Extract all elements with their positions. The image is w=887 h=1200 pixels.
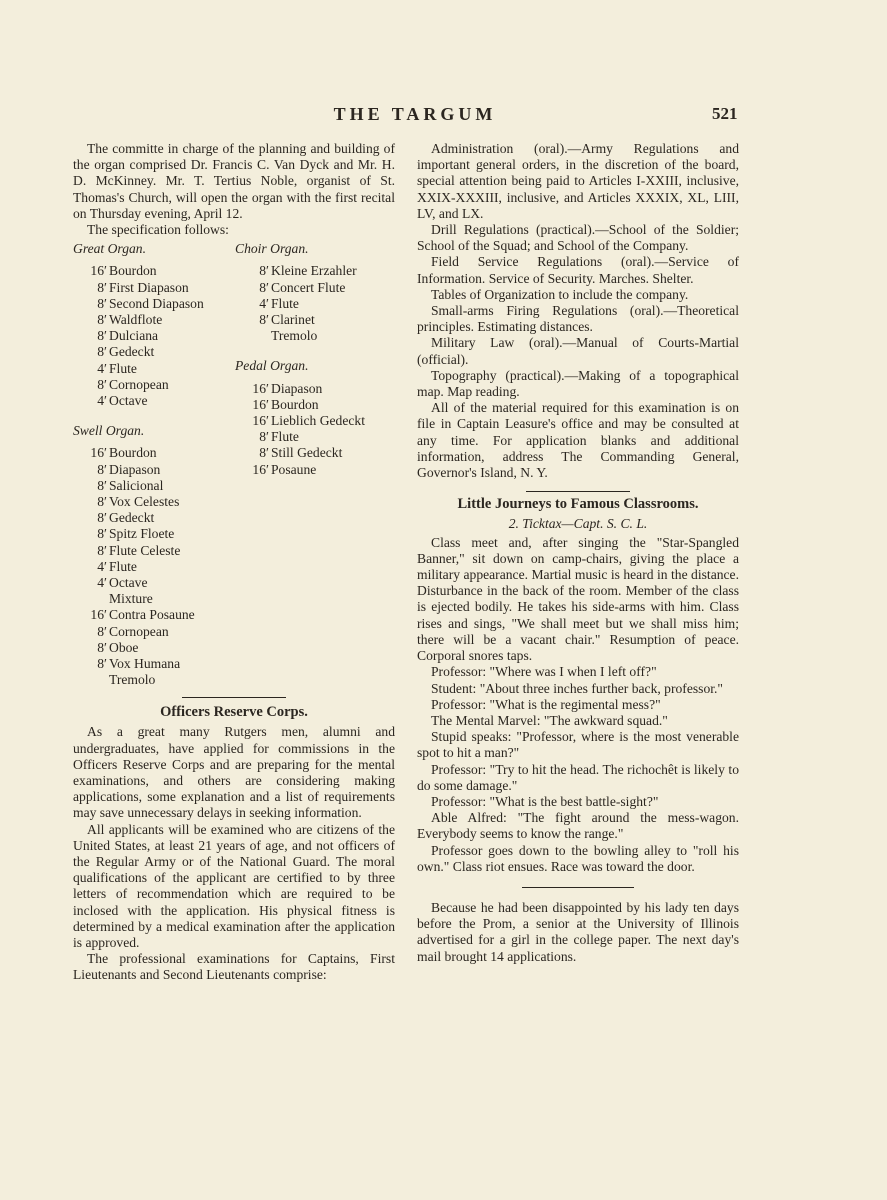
stop-pitch: 4′ [97, 393, 107, 409]
stop-name: Cornopean [109, 623, 169, 639]
great-organ-stop [73, 263, 233, 279]
left-column [73, 141, 395, 984]
pedal-organ-stop [235, 429, 395, 445]
swell-organ-stop [73, 543, 233, 559]
stop-name: Gedeckt [109, 510, 155, 526]
stop-pitch: 16′ [252, 413, 269, 429]
stop-name: Flute [271, 429, 299, 445]
journeys-paragraph: Professor: "Where was I when I left off?" [431, 664, 657, 680]
swell-organ-stop [73, 607, 233, 623]
organ-specification [73, 241, 395, 689]
stop-name: Bourdon [109, 445, 157, 461]
spec-right-group [235, 241, 395, 478]
great-organ-stop [73, 344, 233, 360]
stop-name: Bourdon [109, 263, 157, 279]
swell-organ-stop [73, 510, 233, 526]
stop-name: Posaune [271, 461, 317, 477]
exam-paragraph: Small-arms Firing Regulations (oral).—Theoretical principles. Estimating distances. [417, 303, 739, 335]
stop-name: Oboe [109, 639, 139, 655]
stop-name: Spitz Floete [109, 526, 175, 542]
journeys-paragraph: Professor: "What is the regimental mess?" [431, 696, 661, 712]
pedal-organ-stop [235, 445, 395, 461]
pedal-organ-stop [235, 381, 395, 397]
swell-organ-stop [73, 478, 233, 494]
great-organ-stop [73, 393, 233, 409]
stop-pitch: 8′ [259, 279, 269, 295]
pedal-organ-stop [235, 462, 395, 478]
page-number: 521 [712, 104, 738, 123]
stop-pitch: 16′ [90, 263, 107, 279]
swell-organ-stops [73, 445, 233, 688]
choir-organ-stop [235, 263, 395, 279]
stop-name: Salicional [109, 477, 164, 493]
stop-name: Flute Celeste [109, 542, 181, 558]
section-divider [526, 491, 630, 492]
stop-name: Clarinet [271, 312, 315, 328]
swell-organ-stop [73, 656, 233, 672]
stop-name: Waldflote [109, 312, 163, 328]
pedal-organ-title: Pedal Organ. [235, 358, 309, 374]
stop-name: Gedeckt [109, 344, 155, 360]
stop-pitch: 8′ [259, 263, 269, 279]
swell-organ-stop [73, 591, 233, 607]
intro-paragraph: The committe in charge of the planning and building of the organ comprised Dr. Francis C. Van Dyck and Mr. H. D. McKinney. Mr. T. Tertius Noble, organist of St. Thomas's Church, will open the organ with the first recital on Thursday evening, April 12. [73, 141, 395, 221]
stop-pitch: 8′ [97, 461, 107, 477]
stop-name: Vox Humana [109, 656, 181, 672]
great-organ-stop [73, 377, 233, 393]
journeys-section-title: Little Journeys to Famous Classrooms. [457, 496, 699, 513]
stop-pitch: 4′ [97, 558, 107, 574]
stop-name: Bourdon [271, 396, 319, 412]
stop-name: Diapason [271, 380, 323, 396]
stop-name: Still Gedeckt [271, 445, 343, 461]
great-organ-title: Great Organ. [73, 241, 146, 257]
stop-pitch: 8′ [97, 542, 107, 558]
exam-paragraph: Tables of Organization to include the company. [431, 286, 689, 302]
swell-organ-stop [73, 526, 233, 542]
journeys-paragraph: Stupid speaks: "Professor, where is the most venerable spot to hit a man?" [417, 729, 739, 761]
great-organ-stop [73, 296, 233, 312]
stop-pitch: 8′ [259, 312, 269, 328]
journeys-paragraph: Class meet and, after singing the "Star-Spangled Banner," sit down on camp-chairs, giving the place a military appearance. Martial music is heard in the distance. Disturbance in the back of the room. Member of the class is ejected bodily. He takes his side-arms with him. Class rises and sings, "We shall meet but we shall miss him; there will be a vacant chair." Resumption of peace. Corporal snores taps. [417, 534, 739, 664]
stop-pitch: 16′ [252, 461, 269, 477]
great-organ-stop [73, 328, 233, 344]
stop-name: First Diapason [109, 279, 189, 295]
exam-paragraph: Field Service Regulations (oral).—Service of Information. Service of Security. Marches. Shelter. [417, 254, 739, 286]
officers-paragraph: All applicants will be examined who are citizens of the United States, at least 21 years of age, and not officers of the Regular Army or of the National Guard. The moral qualifications of the applicant are certified to by three letters of recommendation which are required to be inclosed with the application. His physical fitness is determined by a medical examination after the application is approved. [73, 821, 395, 951]
swell-organ-title: Swell Organ. [73, 423, 145, 439]
stop-pitch: 8′ [97, 295, 107, 311]
journeys-paragraph: Student: "About three inches further back, professor." [431, 680, 723, 696]
stop-name: Lieblich Gedeckt [271, 413, 365, 429]
stop-pitch: 8′ [259, 445, 269, 461]
swell-organ-stop [73, 624, 233, 640]
stop-name: Contra Posaune [109, 607, 195, 623]
stop-pitch: 16′ [252, 380, 269, 396]
great-organ-stop [73, 312, 233, 328]
exam-paragraph: Administration (oral).—Army Regulations and important general orders, in the discretion of the board, special attention being paid to Articles I-XXIII, inclusive, XXIX-XXXIII, inclusive, and Articles XXXIX, XL, LIII, LV, and LX. [417, 141, 739, 221]
section-divider [182, 697, 286, 698]
closing-paragraph: Because he had been disappointed by his lady ten days before the Prom, a senior at the University of Illinois advertised for a girl in the college paper. The next day's mail brought 14 applications. [417, 899, 739, 964]
swell-organ-stop [73, 445, 233, 461]
stop-name: Tremolo [271, 328, 318, 344]
exam-paragraph: All of the material required for this examination is on file in Captain Leasure's office and may be consulted at any time. For application blanks and additional information, address The Commanding General, Governor's Island, N. Y. [417, 400, 739, 481]
swell-organ-stop [73, 462, 233, 478]
swell-organ-stop [73, 559, 233, 575]
exam-paragraph: Topography (practical).—Making of a topographical map. Map reading. [417, 367, 739, 400]
stop-pitch: 8′ [97, 477, 107, 493]
stop-pitch: 8′ [97, 279, 107, 295]
officers-paragraph: As a great many Rutgers men, alumni and undergraduates, have applied for commissions in the Officers Reserve Corps and are preparing for the mental examinations, and others are considering making applications, some explanation and a list of requirements may save unnecessary delays in seeking information. [73, 724, 395, 821]
stop-name: Octave [109, 393, 148, 409]
stop-name: Second Diapason [109, 295, 204, 311]
stop-name: Flute [109, 360, 137, 376]
stop-name: Concert Flute [271, 279, 346, 295]
journeys-paragraph: The Mental Marvel: "The awkward squad." [431, 712, 668, 728]
journeys-subtitle: 2. Ticktax—Capt. S. C. L. [508, 516, 648, 532]
swell-organ-stop [73, 494, 233, 510]
pedal-organ-stops [235, 381, 395, 478]
stop-name: Flute [271, 295, 299, 311]
stop-name: Vox Celestes [109, 494, 180, 510]
stop-pitch: 8′ [97, 344, 107, 360]
pedal-organ-stop [235, 413, 395, 429]
section-divider [522, 887, 634, 888]
spec-left-group [73, 241, 233, 688]
great-organ-stops [73, 263, 233, 409]
exam-paragraph: Military Law (oral).—Manual of Courts-Martial (official). [417, 335, 739, 367]
right-column [417, 141, 739, 965]
journeys-paragraph: Professor: "What is the best battle-sight?" [431, 793, 659, 809]
stop-pitch: 8′ [97, 623, 107, 639]
stop-pitch: 8′ [97, 494, 107, 510]
choir-organ-stops [235, 263, 395, 344]
choir-organ-stop [235, 296, 395, 312]
stop-name: Diapason [109, 461, 161, 477]
stop-name: Cornopean [109, 376, 169, 392]
stop-pitch: 4′ [259, 295, 269, 311]
stop-pitch: 8′ [97, 312, 107, 328]
choir-organ-stop [235, 280, 395, 296]
stop-name: Octave [109, 575, 148, 591]
running-header-title: THE TARGUM [333, 104, 497, 124]
stop-name: Tremolo [109, 672, 156, 688]
swell-organ-stop [73, 672, 233, 688]
intro-paragraph: The specification follows: [87, 222, 229, 238]
stop-pitch: 16′ [90, 607, 107, 623]
stop-pitch: 8′ [97, 328, 107, 344]
journeys-paragraph: Professor goes down to the bowling alley to "roll his own." Class riot ensues. Race was toward the door. [417, 842, 739, 874]
stop-pitch: 8′ [97, 510, 107, 526]
exam-paragraph: Drill Regulations (practical).—School of the Soldier; School of the Squad; and School of the Company. [417, 222, 739, 254]
officers-paragraph: The professional examinations for Captains, First Lieutenants and Second Lieutenants comprise: [73, 951, 395, 983]
stop-pitch: 8′ [97, 376, 107, 392]
stop-name: Flute [109, 558, 137, 574]
swell-organ-stop [73, 575, 233, 591]
stop-pitch: 8′ [97, 526, 107, 542]
stop-pitch: 4′ [97, 360, 107, 376]
stop-pitch: 4′ [97, 575, 107, 591]
stop-pitch: 8′ [97, 656, 107, 672]
stop-pitch: 16′ [90, 445, 107, 461]
choir-organ-title: Choir Organ. [235, 241, 309, 257]
officers-section-title: Officers Reserve Corps. [160, 704, 308, 721]
great-organ-stop [73, 361, 233, 377]
great-organ-stop [73, 280, 233, 296]
journeys-paragraph: Able Alfred: "The fight around the mess-wagon. Everybody seems to know the range." [417, 810, 739, 842]
stop-pitch: 8′ [97, 639, 107, 655]
choir-organ-stop [235, 328, 395, 344]
swell-organ-stop [73, 640, 233, 656]
pedal-organ-stop [235, 397, 395, 413]
stop-pitch: 16′ [252, 396, 269, 412]
stop-name: Dulciana [109, 328, 159, 344]
stop-name: Kleine Erzahler [271, 263, 357, 279]
choir-organ-stop [235, 312, 395, 328]
stop-name: Mixture [109, 591, 153, 607]
journeys-paragraph: Professor: "Try to hit the head. The richochêt is likely to do some damage." [417, 761, 739, 793]
stop-pitch: 8′ [259, 429, 269, 445]
